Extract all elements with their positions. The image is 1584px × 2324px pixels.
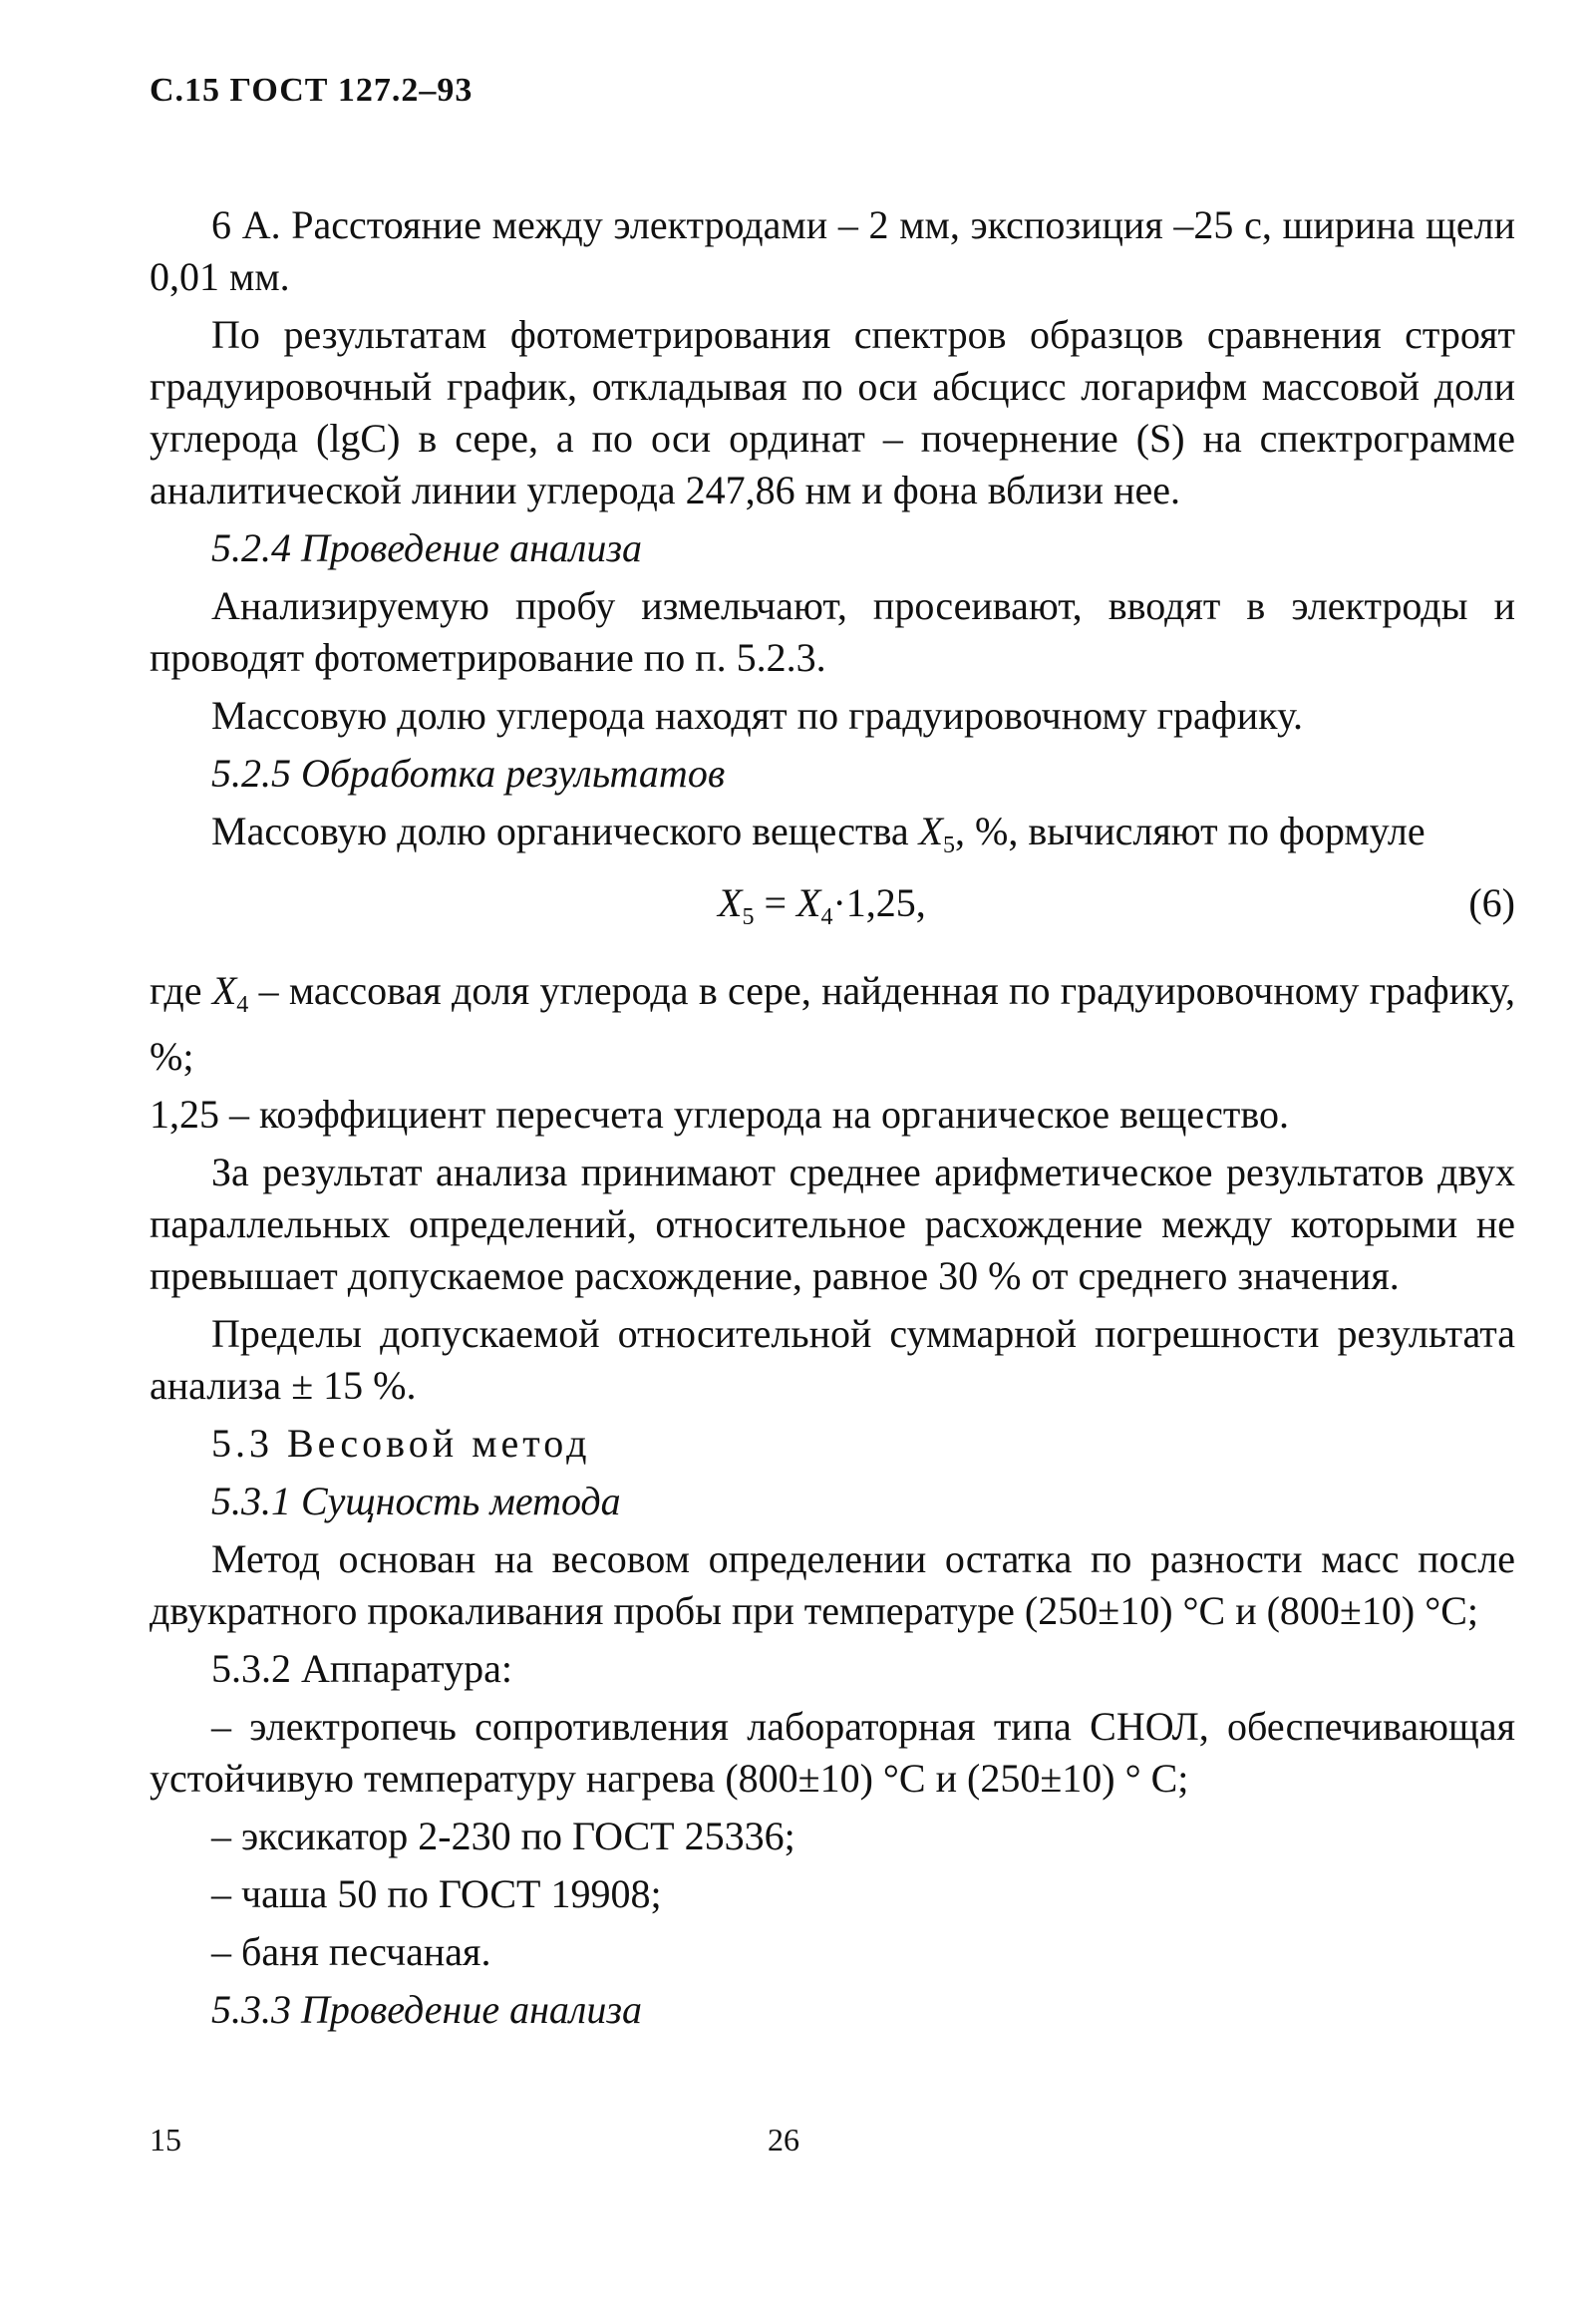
subscript: 4 [236,992,249,1018]
section-heading-5-3: 5.3 Весовой метод [211,1421,591,1466]
paragraph: 6 А. Расстояние между электродами – 2 мм, экспозиция –25 с, ширина щели 0,01 мм. [150,202,1515,299]
paragraph: Пределы допускаемой относительной суммарной погрешности результата анализа ± 15 %. [150,1311,1515,1408]
page-number: 26 [768,2122,799,2158]
list-item: – баня песчаная. [211,1929,491,1974]
subscript: 5 [943,832,956,858]
footer-left-number: 15 [150,2122,181,2158]
formula-variable: X [796,880,821,925]
paragraph: Массовую долю углерода находят по градуировочному графику. [211,693,1303,738]
text: где [150,968,212,1013]
paragraph: Метод основан на весовом определении остатка по разности масс после двукратного прокаливания пробы при температуре (250±10) °С и (800±10) °С; [150,1536,1515,1633]
section-heading-5-2-5: 5.2.5 Обработка результатов [211,751,726,796]
paragraph-where [150,965,1515,1083]
list-item: – чаша 50 по ГОСТ 19908; [211,1871,662,1916]
section-heading-5-3-1: 5.3.1 Сущность метода [211,1479,621,1523]
text: , %, вычисляют по формуле [955,809,1426,853]
page-header: С.15 ГОСТ 127.2–93 [150,72,474,109]
variable: X [211,968,237,1013]
formula-variable: X [718,880,743,925]
variable: X [918,809,944,853]
formula-subscript: 5 [742,904,755,930]
section-heading-5-2-4: 5.2.4 Проведение анализа [211,525,642,570]
paragraph: Анализируемую пробу измельчают, просеивают, вводят в электроды и проводят фотометрирование по п. 5.2.3. [150,583,1515,680]
formula-row [150,877,1515,937]
list-item: – эксикатор 2-230 по ГОСТ 25336; [211,1814,795,1858]
document-body [150,199,1515,2042]
paragraph: По результатам фотометрирования спектров образцов сравнения строят градуировочный график, откладывая по оси абсцисс логарифм массовой доли углерода (lgC) в сере, а по оси ординат – почернение (S) на спектрограмме аналитической линии углерода 247,86 нм и фона вблизи нее. [150,312,1515,512]
formula-equals: = [754,880,796,925]
text: – массовая доля углерода в сере, найденная по градуировочному графику, %; [150,968,1515,1079]
paragraph: За результат анализа принимают среднее арифметическое результатов двух параллельных определений, относительное расхождение между которыми не превышает допускаемое расхождение, равное 30 % от среднего значения. [150,1150,1515,1298]
paragraph-coefficient: 1,25 – коэффициент пересчета углерода на органическое вещество. [150,1092,1289,1137]
formula-subscript: 4 [820,904,833,930]
section-heading-5-3-2: 5.3.2 Аппаратура: [211,1646,512,1691]
text: Массовую долю органического вещества [211,809,919,853]
formula-number: (6) [1468,880,1515,925]
list-item: – электропечь сопротивления лабораторная типа СНОЛ, обеспечивающая устойчивую температуру нагрева (800±10) °С и (250±10) ° С; [150,1704,1515,1801]
formula-rest: ·1,25, [832,880,926,925]
section-heading-5-3-3: 5.3.3 Проведение анализа [211,1987,642,2032]
paragraph [150,806,1515,871]
formula [718,877,926,943]
